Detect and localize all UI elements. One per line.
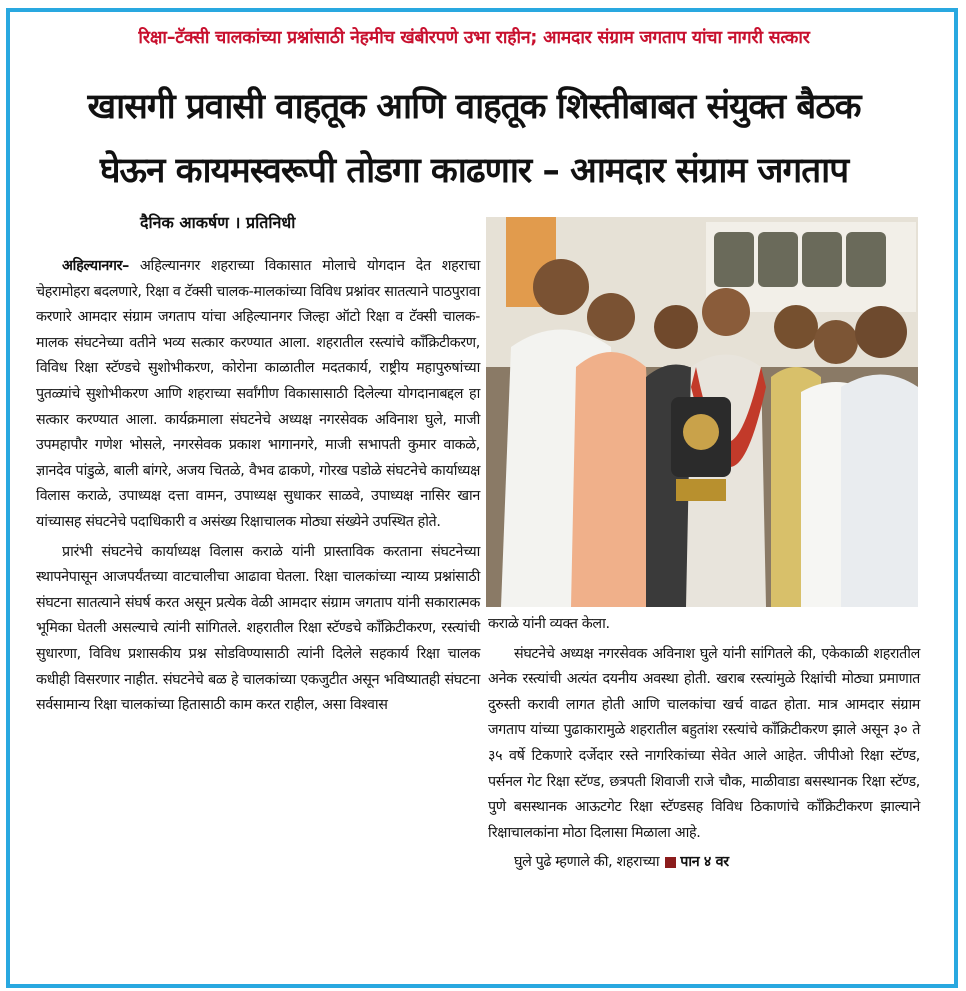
felicitation-photo-icon	[486, 217, 918, 607]
paragraph-1	[36, 254, 480, 536]
paragraph-3	[488, 612, 920, 638]
continued-on-page: पान ४ वर	[680, 854, 729, 871]
paragraph-4	[488, 642, 920, 847]
felicitation-photo	[486, 217, 918, 607]
paragraph-2-text: प्रारंभी संघटनेचे कार्याध्यक्ष विलास कराळे यांनी प्रास्ताविक करताना संघटनेच्या स्थापनेपासून आजपर्यंतच्या वाटचालीचा आढावा घेतला. रिक्षा चालकांच्या न्याय्य प्रश्नांसाठी संघटना सातत्याने संघर्ष करत असून प्रत्येक वेळी आमदार संग्राम जगताप यांनी सकारात्मक भूमिका घेतली असल्याचे त्यांनी सांगितले. शहरातील रिक्षा स्टॅण्डचे कॉंक्रिटीकरण, रस्त्यांची सुधारणा, विविध प्रशासकीय प्रश्न सोडविण्यासाठी त्यांनी दिलेले सहकार्य रिक्षा चालक कधीही विसरणार नाहीत. संघटनेचे बळ हे चालकांच्या एकजुटीत असून भविष्यातही संघटना सर्वसामान्य रिक्षा चालकांच्या हितासाठी काम करत राहील, असा विश्वास	[36, 543, 480, 714]
article-column-right	[488, 612, 920, 876]
continuation-square-icon	[665, 857, 676, 868]
paragraph-4-text: संघटनेचे अध्यक्ष नगरसेवक अविनाश घुले यांनी सांगितले की, एकेकाळी शहरातील अनेक रस्त्यांची अत्यंत दयनीय अवस्था होती. खराब रस्त्यांमुळे रिक्षांची मोठ्या प्रमाणात दुरुस्ती करावी लागत होती आणि चालकांचा खर्च वाढत होता. मात्र आमदार संग्राम जगताप यांच्या पुढाकारामुळे शहरातील बहुतांश रस्त्यांचे कॉंक्रिटीकरण झाले असून ३० ते ३५ वर्षे टिकणारे दर्जेदार रस्ते नागरिकांच्या सेवेत आले आहेत. जीपीओ रिक्षा स्टॅण्ड, पर्सनल गेट रिक्षा स्टॅण्ड, छत्रपती शिवाजी राजे चौक, माळीवाडा बसस्थानक रिक्षा स्टॅण्ड, पुणे बसस्थानक आऊटगेट रिक्षा स्टॅण्डसह विविध ठिकाणांचे कॉंक्रिटीकरण झाल्याने रिक्षाचालकांना मोठा दिलासा मिळाला आहे.	[488, 645, 920, 841]
kicker-headline: रिक्षा–टॅक्सी चालकांच्या प्रश्नांसाठी नेहमीच खंबीरपणे उभा राहीन; आमदार संग्राम जगताप यांचा नागरी सत्कार	[138, 28, 810, 48]
article-column-left	[36, 254, 480, 719]
paragraph-5	[488, 850, 920, 876]
paragraph-3-text: कराळे यांनी व्यक्त केला.	[488, 616, 610, 632]
main-headline-line-2: घेऊन कायमस्वरूपी तोडगा काढणार – आमदार संग्राम जगताप	[99, 151, 849, 191]
paragraph-1-text: अहिल्यानगर शहराच्या विकासात मोलाचे योगदान देत शहराचा चेहरामोहरा बदलणारे, रिक्षा व टॅक्सी चालक-मालकांच्या विविध प्रश्नांवर सातत्याने पाठपुरावा करणारे आमदार संग्राम जगताप यांचा अहिल्यानगर जिल्हा ऑटो रिक्षा व टॅक्सी चालक-मालक संघटनेच्या वतीने भव्य सत्कार करण्यात आला. शहरातील रस्त्यांचे कॉंक्रिटीकरण, विविध रिक्षा स्टॅण्डचे सुशोभीकरण, कोरोना काळातील मदतकार्य, राष्ट्रीय महापुरुषांच्या पुतळ्यांचे सुशोभीकरण आणि शहराच्या सर्वांगीण विकासासाठी दिलेल्या योगदानाबद्दल हा सत्कार करण्यात आला. कार्यक्रमाला संघटनेचे अध्यक्ष नगरसेवक अविनाश घुले, माजी उपमहापौर गणेश भोसले, नगरसेवक प्रकाश भागानगरे, माजी सभापती कुमार वाकळे, ज्ञानदेव पांडुळे, बाली बांगरे, अजय चितळे, वैभव ढाकणे, गोरख पडोळे संघटनेचे कार्याध्यक्ष विलास कराळे, उपाध्यक्ष दत्ता वामन, उपाध्यक्ष सुधाकर साळवे, उपाध्यक्ष नासिर खान यांच्यासह संघटनेचे पदाधिकारी व असंख्य रिक्षाचालक मोठ्या संख्येने उपस्थित होते.	[36, 258, 480, 530]
byline: दैनिक आकर्षण । प्रतिनिधी	[140, 213, 296, 232]
main-headline-line-1: खासगी प्रवासी वाहतूक आणि वाहतूक शिस्तीबाबत संयुक्त बैठक	[87, 87, 861, 127]
paragraph-5-text: घुले पुढे म्हणाले की, शहराच्या	[514, 854, 660, 871]
paragraph-2	[36, 540, 480, 719]
dateline: अहिल्यानगर–	[62, 258, 129, 274]
